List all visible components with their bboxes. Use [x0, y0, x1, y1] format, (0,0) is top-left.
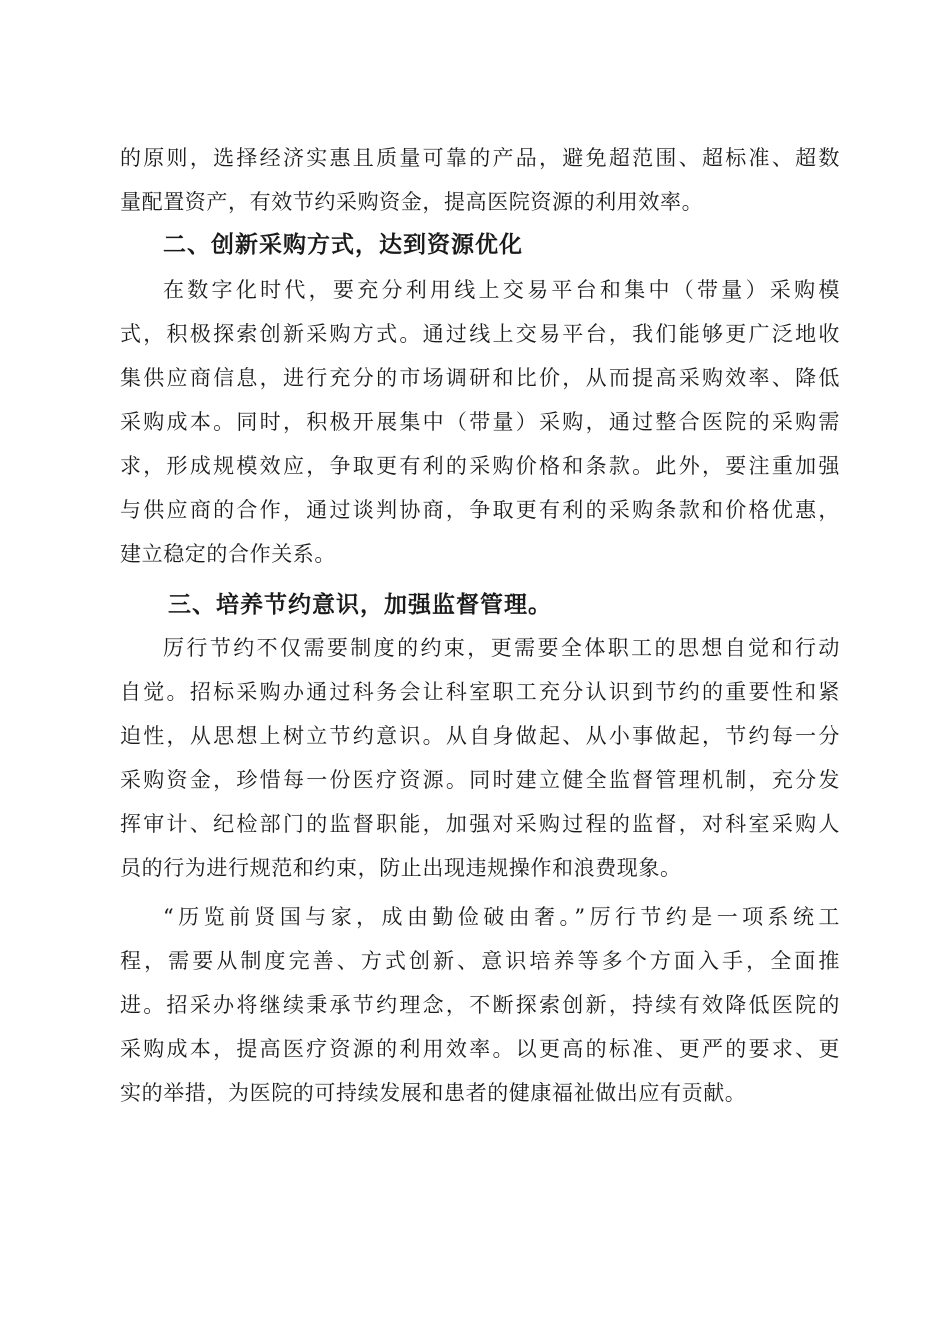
section-heading: 三、培养节约意识，加强监督管理。 [168, 591, 552, 618]
paragraph-line: 求，形成规模效应，争取更有利的采购价格和条款。此外，要注重加强 [120, 454, 840, 478]
paragraph-line: 员的行为进行规范和约束，防止出现违规操作和浪费现象。 [120, 856, 682, 880]
paragraph-line: 式，积极探索创新采购方式。通过线上交易平台，我们能够更广泛地收 [120, 322, 840, 346]
paragraph-line: 建立稳定的合作关系。 [120, 542, 336, 566]
paragraph-line: 量配置资产，有效节约采购资金，提高医院资源的利用效率。 [120, 190, 704, 214]
paragraph-line: 厉行节约不仅需要制度的约束，更需要全体职工的思想自觉和行动 [163, 636, 840, 660]
paragraph-line: 采购成本，提高医疗资源的利用效率。以更高的标准、更严的要求、更 [120, 1037, 840, 1061]
paragraph-line: 程，需要从制度完善、方式创新、意识培养等多个方面入手，全面推 [120, 949, 840, 973]
paragraph-line: 实的举措，为医院的可持续发展和患者的健康福祉做出应有贡献。 [120, 1081, 747, 1105]
paragraph-line: 迫性，从思想上树立节约意识。从自身做起、从小事做起，节约每一分 [120, 724, 840, 748]
paragraph-line: 的原则，选择经济实惠且质量可靠的产品，避免超范围、超标准、超数 [120, 146, 840, 170]
section-heading: 二、创新采购方式，达到资源优化 [163, 231, 523, 258]
paragraph-line: “历览前贤国与家，成由勤俭破由奢。”厉行节约是一项系统工 [163, 905, 840, 929]
paragraph-line: 采购资金，珍惜每一份医疗资源。同时建立健全监督管理机制，充分发 [120, 768, 840, 792]
paragraph-line: 采购成本。同时，积极开展集中（带量）采购，通过整合医院的采购需 [120, 410, 840, 434]
paragraph-line: 集供应商信息，进行充分的市场调研和比价，从而提高采购效率、降低 [120, 366, 840, 390]
paragraph-line: 自觉。招标采购办通过科务会让科室职工充分认识到节约的重要性和紧 [120, 680, 840, 704]
paragraph-line: 与供应商的合作，通过谈判协商，争取更有利的采购条款和价格优惠， [120, 498, 840, 522]
paragraph-line: 进。招采办将继续秉承节约理念，不断探索创新，持续有效降低医院的 [120, 993, 840, 1017]
paragraph-line: 在数字化时代，要充分利用线上交易平台和集中（带量）采购模 [163, 278, 840, 302]
paragraph-line: 挥审计、纪检部门的监督职能，加强对采购过程的监督，对科室采购人 [120, 812, 840, 836]
